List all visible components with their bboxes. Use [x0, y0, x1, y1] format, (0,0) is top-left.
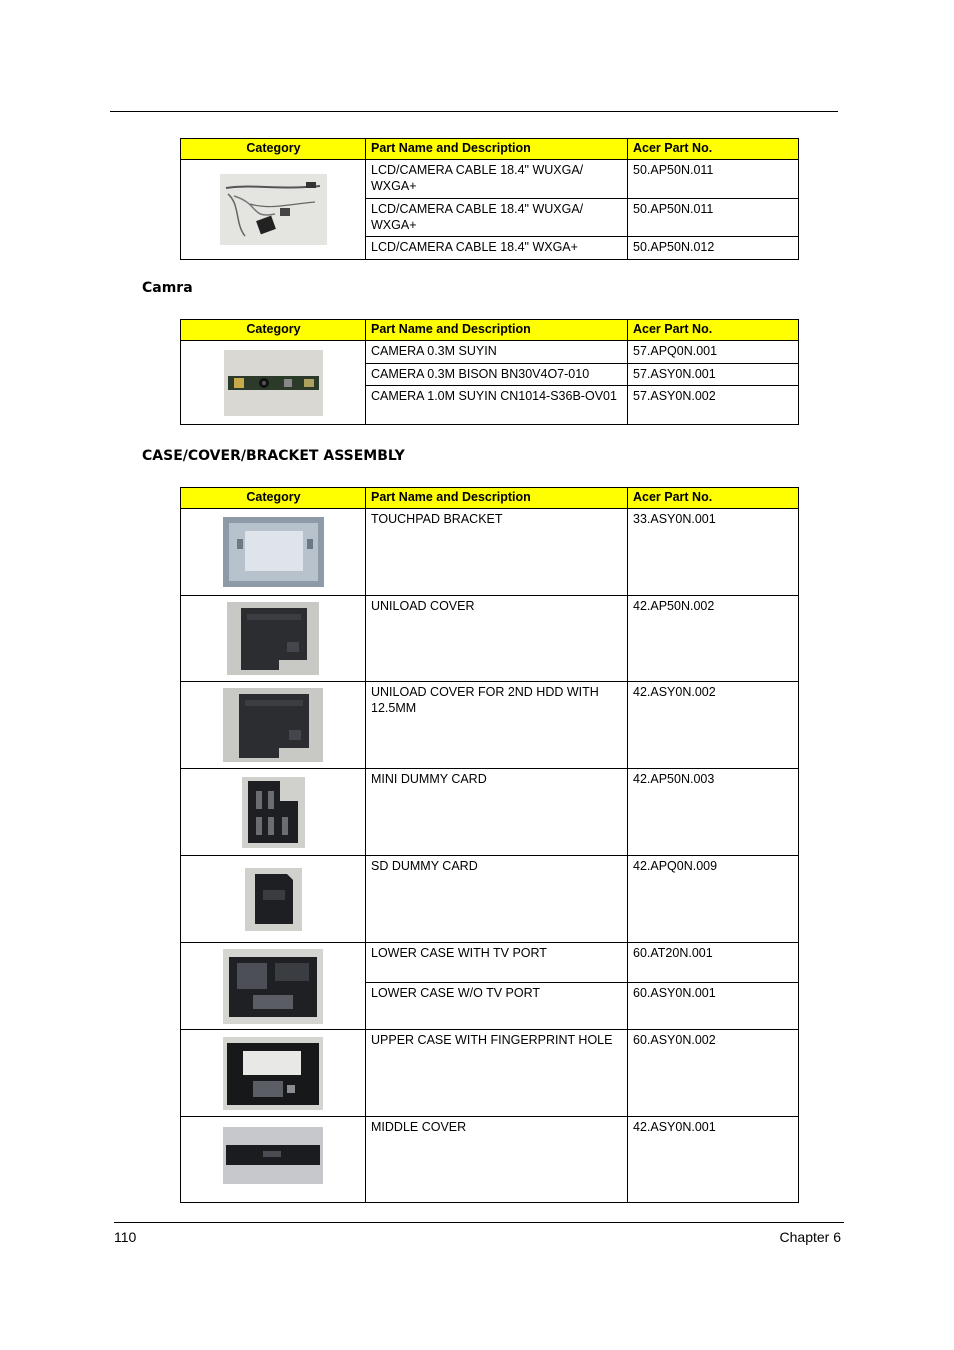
part-no-cell: 60.ASY0N.001	[628, 983, 799, 1030]
category-image-cell	[181, 596, 366, 682]
category-image-cell	[181, 856, 366, 943]
category-image-cell	[181, 509, 366, 596]
part-name-header: Part Name and Description	[366, 320, 628, 341]
part-name-cell: TOUCHPAD BRACKET	[366, 509, 628, 596]
part-name-cell: SD DUMMY CARD	[366, 856, 628, 943]
part-name-cell: MINI DUMMY CARD	[366, 769, 628, 856]
table-header-row	[181, 320, 799, 341]
part-name-cell: CAMERA 0.3M BISON BN30V4O7-010	[366, 364, 628, 386]
lower-case-photo	[223, 949, 323, 1024]
chapter-label: Chapter 6	[779, 1229, 841, 1245]
table-header-row	[181, 488, 799, 509]
category-image-cell	[181, 943, 366, 1030]
part-no-cell: 57.APQ0N.001	[628, 341, 799, 364]
table-header-row	[181, 139, 799, 160]
camera-table	[180, 319, 799, 425]
table-row	[181, 160, 799, 199]
part-no-cell: 60.ASY0N.002	[628, 1030, 799, 1117]
part-no-cell: 42.APQ0N.009	[628, 856, 799, 943]
table-row	[181, 1030, 799, 1117]
page-number: 110	[114, 1229, 137, 1245]
category-image-cell	[181, 769, 366, 856]
middle-cover-photo	[223, 1127, 323, 1184]
category-image-cell	[181, 160, 366, 260]
part-name-cell: UPPER CASE WITH FINGERPRINT HOLE	[366, 1030, 628, 1117]
category-header: Category	[181, 139, 366, 160]
category-image-cell	[181, 1117, 366, 1203]
footer-rule	[114, 1222, 844, 1223]
part-no-header: Acer Part No.	[628, 320, 799, 341]
part-no-header: Acer Part No.	[628, 488, 799, 509]
part-no-cell: 42.AP50N.003	[628, 769, 799, 856]
part-name-cell: LCD/CAMERA CABLE 18.4" WUXGA/ WXGA+	[366, 199, 628, 237]
uniload-cover-2nd-hdd-photo	[223, 688, 323, 762]
table-row	[181, 769, 799, 856]
part-no-cell: 57.ASY0N.002	[628, 386, 799, 425]
category-image-cell	[181, 341, 366, 425]
touchpad-bracket-photo	[223, 517, 324, 587]
part-no-cell: 42.ASY0N.002	[628, 682, 799, 769]
case-cover-bracket-table	[180, 487, 799, 1203]
part-no-cell: 42.ASY0N.001	[628, 1117, 799, 1203]
upper-case-photo	[223, 1037, 323, 1110]
table-row	[181, 509, 799, 596]
header-rule	[110, 111, 838, 112]
part-no-cell: 42.AP50N.002	[628, 596, 799, 682]
category-header: Category	[181, 320, 366, 341]
part-no-cell: 50.AP50N.011	[628, 160, 799, 199]
camera-module-photo	[224, 350, 323, 416]
part-name-cell: UNILOAD COVER	[366, 596, 628, 682]
lcd-camera-cable-table	[180, 138, 799, 260]
category-image-cell	[181, 1030, 366, 1117]
part-name-cell: UNILOAD COVER FOR 2ND HDD WITH 12.5MM	[366, 682, 628, 769]
part-no-cell: 50.AP50N.011	[628, 199, 799, 237]
lcd-camera-cable-photo	[220, 174, 327, 245]
table-row	[181, 1117, 799, 1203]
part-name-cell: LOWER CASE W/O TV PORT	[366, 983, 628, 1030]
category-header: Category	[181, 488, 366, 509]
part-name-header: Part Name and Description	[366, 139, 628, 160]
part-name-cell: LCD/CAMERA CABLE 18.4" WUXGA/ WXGA+	[366, 160, 628, 199]
table-row	[181, 596, 799, 682]
section-heading-camra: Camra	[142, 280, 193, 296]
table-row	[181, 943, 799, 983]
part-no-cell: 33.ASY0N.001	[628, 509, 799, 596]
table-row	[181, 341, 799, 364]
uniload-cover-photo	[227, 602, 319, 675]
section-heading-case: CASE/COVER/BRACKET ASSEMBLY	[142, 448, 405, 464]
table-row	[181, 856, 799, 943]
part-no-header: Acer Part No.	[628, 139, 799, 160]
part-no-cell: 57.ASY0N.001	[628, 364, 799, 386]
part-name-cell: CAMERA 1.0M SUYIN CN1014-S36B-OV01	[366, 386, 628, 425]
part-no-cell: 50.AP50N.012	[628, 237, 799, 260]
part-name-header: Part Name and Description	[366, 488, 628, 509]
table-row	[181, 682, 799, 769]
part-no-cell: 60.AT20N.001	[628, 943, 799, 983]
part-name-cell: LOWER CASE WITH TV PORT	[366, 943, 628, 983]
sd-dummy-card-photo	[245, 868, 302, 931]
part-name-cell: MIDDLE COVER	[366, 1117, 628, 1203]
mini-dummy-card-photo	[242, 777, 305, 848]
part-name-cell: CAMERA 0.3M SUYIN	[366, 341, 628, 364]
category-image-cell	[181, 682, 366, 769]
part-name-cell: LCD/CAMERA CABLE 18.4" WXGA+	[366, 237, 628, 260]
